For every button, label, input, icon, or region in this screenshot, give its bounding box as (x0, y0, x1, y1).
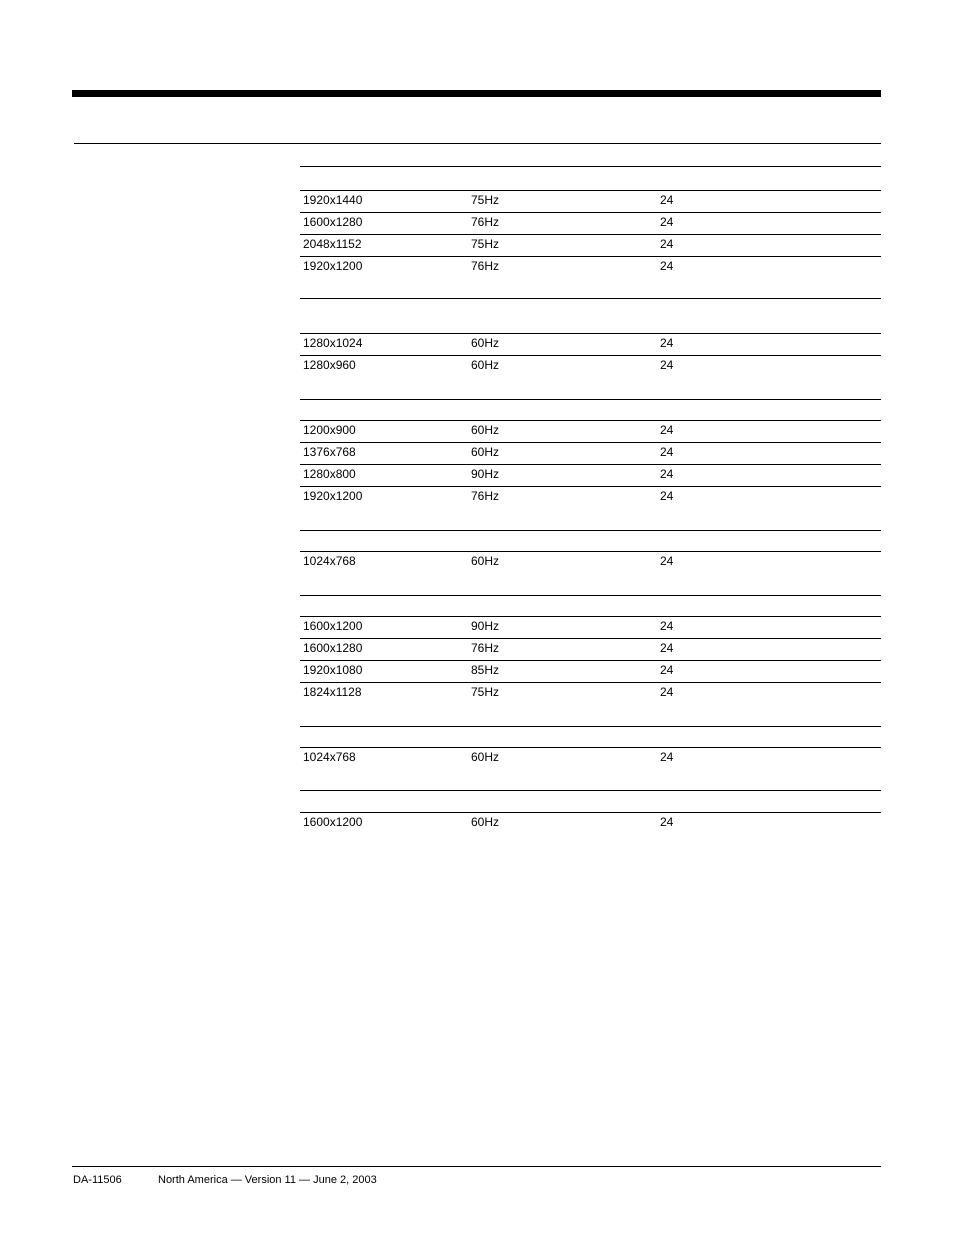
table-spacer (300, 377, 881, 399)
refresh-rate-cell: 60Hz (471, 445, 500, 459)
table-spacer (300, 573, 881, 595)
resolution-cell: 2048x1152 (303, 237, 362, 251)
top-heavy-rule (72, 90, 881, 97)
table-row (300, 639, 881, 660)
table-row (300, 334, 881, 355)
color-depth-cell: 24 (660, 641, 674, 655)
refresh-rate-cell: 60Hz (471, 423, 500, 437)
resolution-cell: 1024x768 (303, 750, 356, 764)
table-spacer (300, 769, 881, 790)
table-header-space (300, 596, 881, 616)
resolution-cell: 1600x1280 (303, 215, 363, 229)
color-depth-cell: 24 (660, 663, 674, 677)
table-spacer (300, 704, 881, 726)
table-row (300, 257, 881, 278)
resolution-cell: 1920x1200 (303, 259, 363, 273)
table-row (300, 487, 881, 508)
refresh-rate-cell: 85Hz (471, 663, 500, 677)
refresh-rate-cell: 76Hz (471, 641, 500, 655)
color-depth-cell: 24 (660, 445, 674, 459)
refresh-rate-cell: 60Hz (471, 554, 500, 568)
resolution-cell: 1280x960 (303, 358, 356, 372)
resolution-cell: 1376x768 (303, 445, 356, 459)
color-depth-cell: 24 (660, 489, 674, 503)
table-row (300, 683, 881, 704)
table-row (300, 617, 881, 638)
resolution-table (300, 790, 881, 834)
resolution-cell: 1024x768 (303, 554, 356, 568)
footer-rule (72, 1166, 881, 1167)
color-depth-cell: 24 (660, 815, 674, 829)
resolution-cell: 1280x800 (303, 467, 356, 481)
refresh-rate-cell: 60Hz (471, 358, 500, 372)
table-header-space (300, 791, 881, 812)
color-depth-cell: 24 (660, 423, 674, 437)
refresh-rate-cell: 60Hz (471, 750, 500, 764)
color-depth-cell: 24 (660, 358, 674, 372)
resolution-cell: 1600x1200 (303, 619, 363, 633)
table-row (300, 421, 881, 442)
resolution-tables (300, 166, 881, 834)
refresh-rate-cell: 76Hz (471, 259, 500, 273)
header-rule (74, 143, 881, 144)
refresh-rate-cell: 60Hz (471, 336, 500, 350)
color-depth-cell: 24 (660, 685, 674, 699)
table-row (300, 191, 881, 212)
refresh-rate-cell: 75Hz (471, 237, 500, 251)
refresh-rate-cell: 90Hz (471, 467, 500, 481)
footer-version: North America — Version 11 — June 2, 2003 (158, 1174, 377, 1186)
color-depth-cell: 24 (660, 193, 674, 207)
color-depth-cell: 24 (660, 215, 674, 229)
resolution-cell: 1920x1080 (303, 663, 363, 677)
refresh-rate-cell: 76Hz (471, 489, 500, 503)
resolution-cell: 1280x1024 (303, 336, 363, 350)
refresh-rate-cell: 75Hz (471, 193, 500, 207)
resolution-cell: 1600x1200 (303, 815, 363, 829)
table-row (300, 356, 881, 377)
color-depth-cell: 24 (660, 237, 674, 251)
refresh-rate-cell: 75Hz (471, 685, 500, 699)
resolution-table (300, 530, 881, 595)
table-row (300, 813, 881, 834)
refresh-rate-cell: 76Hz (471, 215, 500, 229)
color-depth-cell: 24 (660, 259, 674, 273)
table-header-space (300, 531, 881, 551)
table-row (300, 552, 881, 573)
footer-doc-id: DA-11506 (73, 1174, 122, 1186)
table-row (300, 465, 881, 486)
table-spacer (300, 278, 881, 298)
table-row (300, 661, 881, 682)
refresh-rate-cell: 60Hz (471, 815, 500, 829)
table-row (300, 235, 881, 256)
table-row (300, 213, 881, 234)
color-depth-cell: 24 (660, 336, 674, 350)
resolution-cell: 1200x900 (303, 423, 356, 437)
color-depth-cell: 24 (660, 750, 674, 764)
table-header-space (300, 299, 881, 333)
color-depth-cell: 24 (660, 554, 674, 568)
resolution-table (300, 298, 881, 399)
resolution-table (300, 399, 881, 530)
table-spacer (300, 508, 881, 530)
color-depth-cell: 24 (660, 467, 674, 481)
resolution-cell: 1920x1200 (303, 489, 363, 503)
table-header-space (300, 400, 881, 420)
resolution-cell: 1824x1128 (303, 685, 362, 699)
table-row (300, 443, 881, 464)
resolution-cell: 1920x1440 (303, 193, 363, 207)
resolution-table (300, 726, 881, 790)
table-header-space (300, 167, 881, 190)
color-depth-cell: 24 (660, 619, 674, 633)
table-header-space (300, 727, 881, 747)
table-row (300, 748, 881, 769)
resolution-cell: 1600x1280 (303, 641, 363, 655)
resolution-table (300, 595, 881, 726)
resolution-table (300, 166, 881, 298)
refresh-rate-cell: 90Hz (471, 619, 500, 633)
